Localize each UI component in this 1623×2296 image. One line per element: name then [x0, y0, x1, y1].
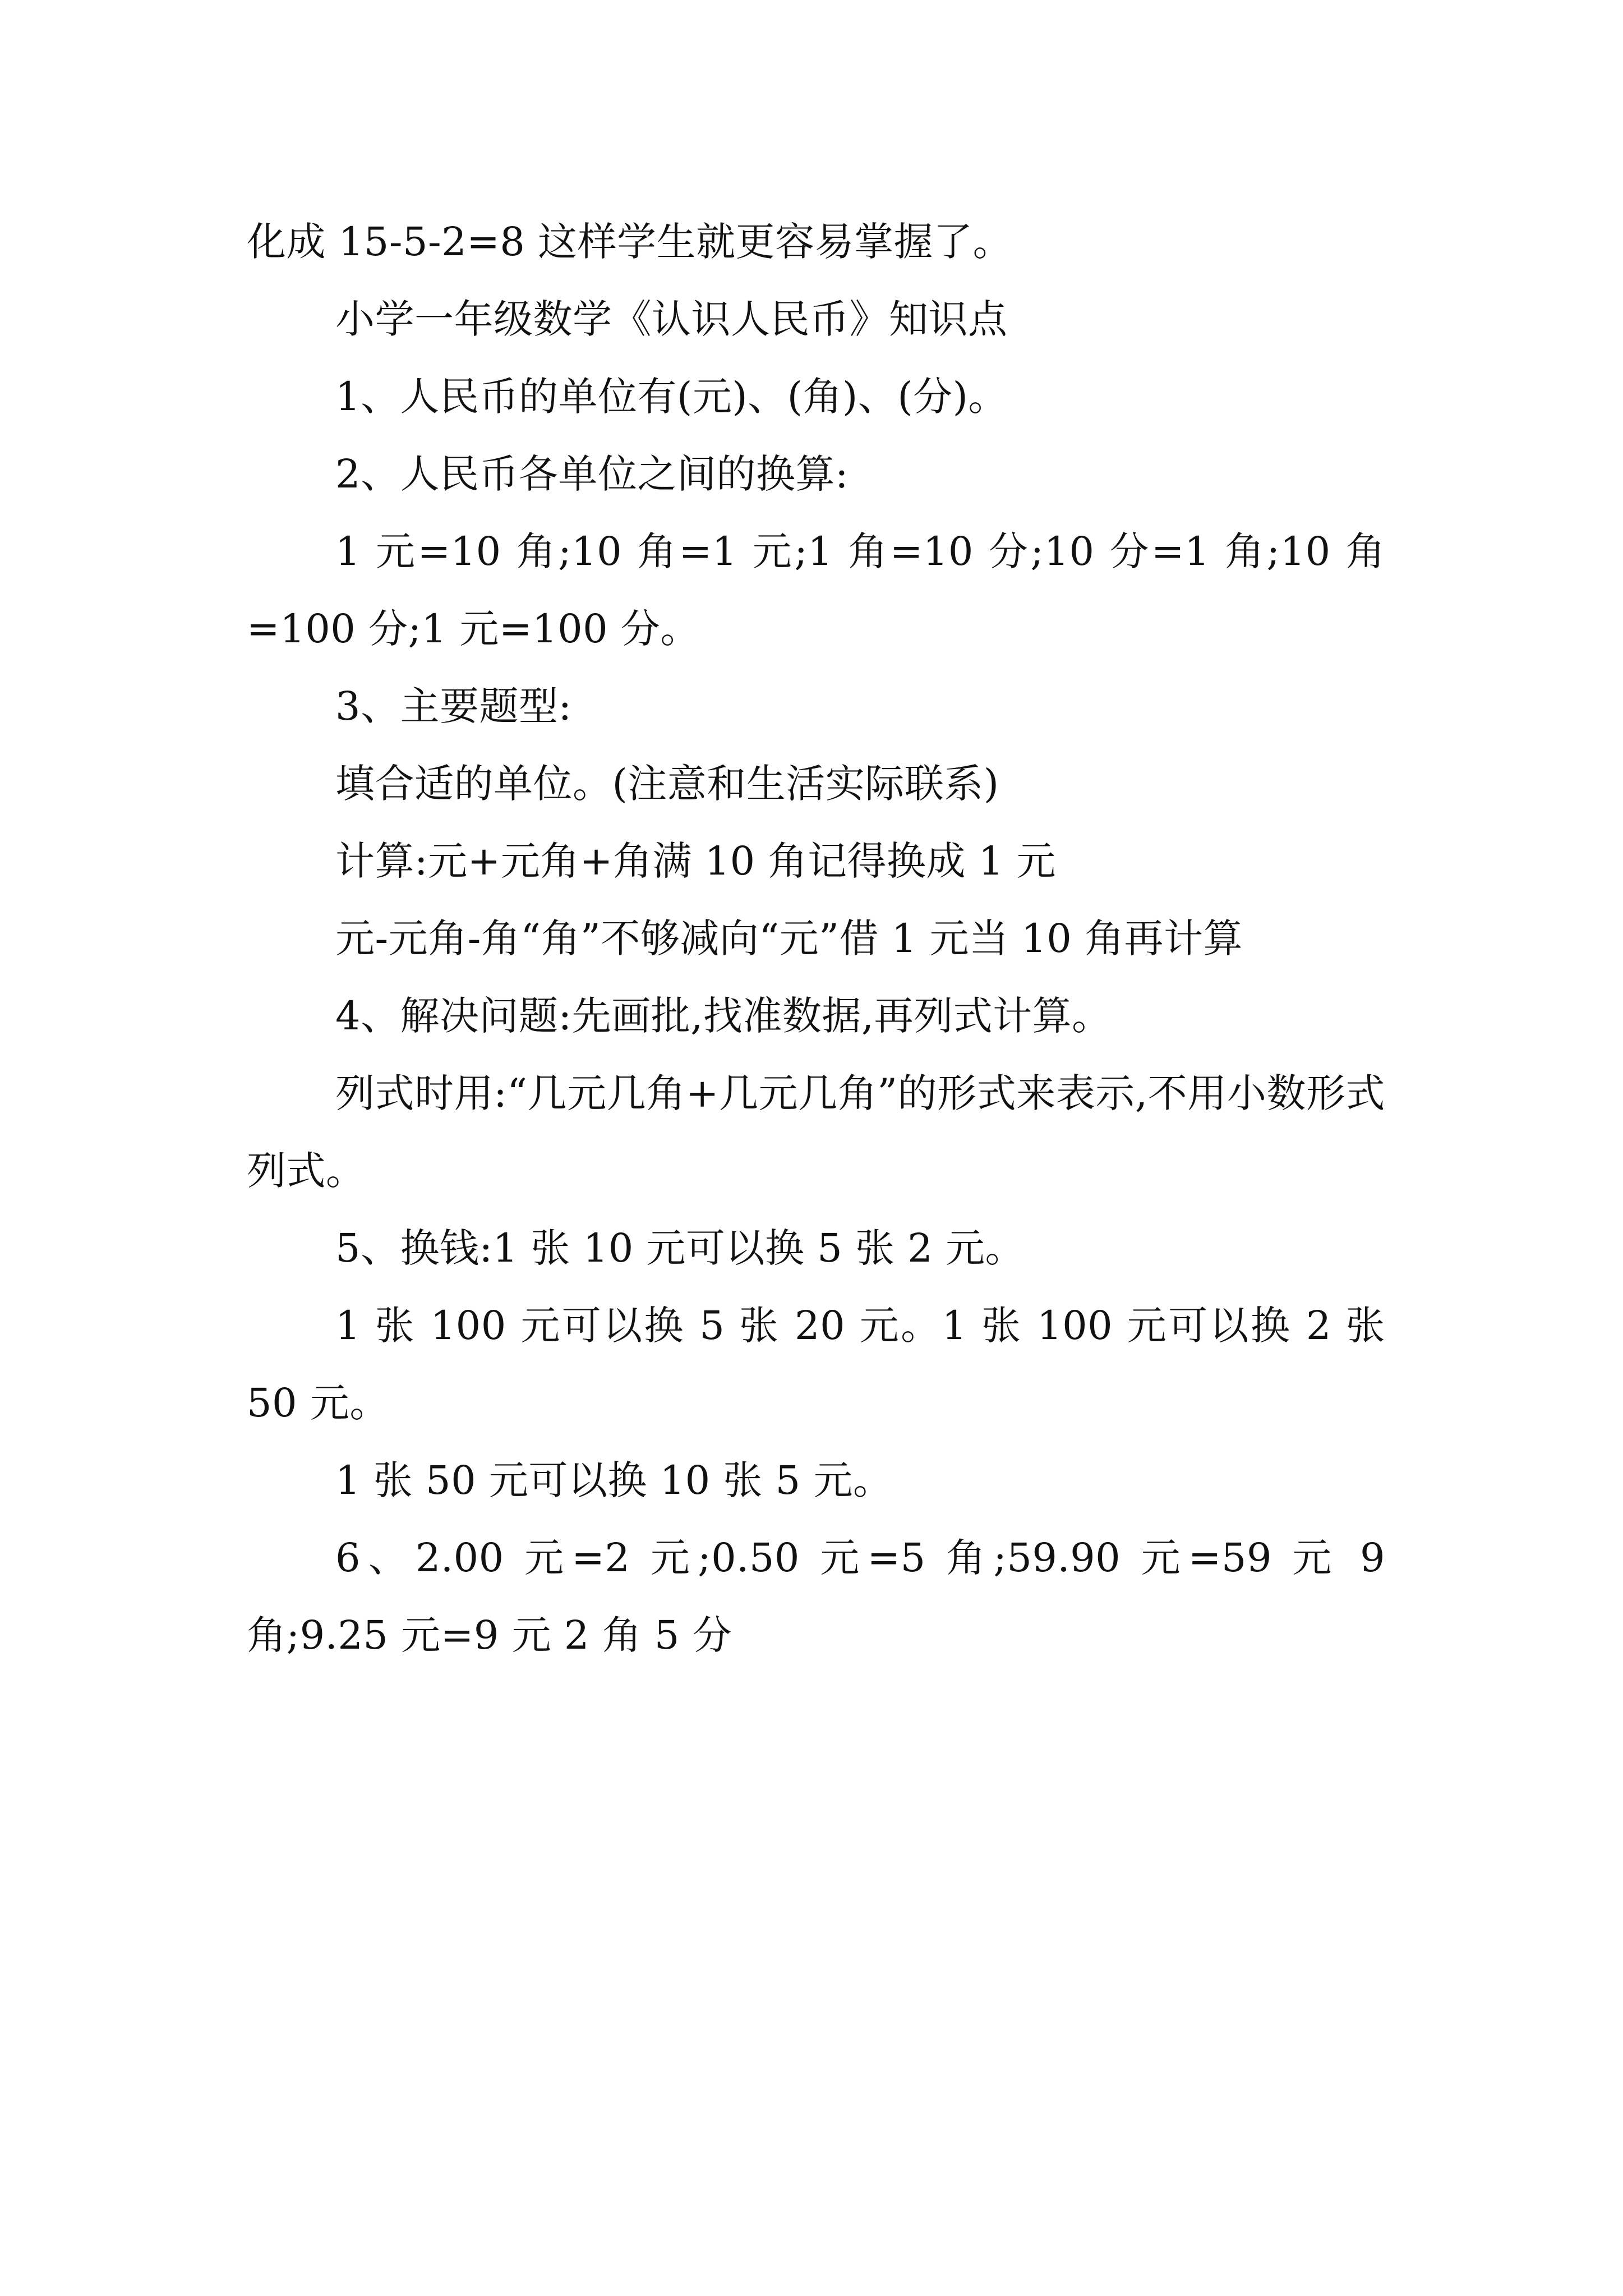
paragraph-exchange: 5、换钱:1 张 10 元可以换 5 张 2 元。	[335, 1225, 1025, 1271]
paragraph-problem-solving: 4、解决问题:先画批,找准数据,再列式计算。	[335, 993, 1112, 1039]
paragraph-continuation: 化成 15-5-2=8 这样学生就更容易掌握了。	[247, 219, 1013, 265]
paragraph-conversion-rules: 1 元=10 角;10 角=1 元;1 角=10 分;10 分=1 角;10 角=100 分;1 元=100 分。	[247, 528, 1385, 652]
paragraph-conversion-heading: 2、人民币各单位之间的换算:	[335, 451, 849, 497]
paragraph-addition: 计算:元+元角+角满 10 角记得换成 1 元	[335, 838, 1057, 884]
document-body	[247, 203, 1385, 1674]
section-heading: 小学一年级数学《认识人民币》知识点	[335, 296, 1008, 342]
paragraph-question-types: 3、主要题型:	[335, 683, 572, 729]
paragraph-expression-format: 列式时用:“几元几角+几元几角”的形式来表示,不用小数形式列式。	[247, 1070, 1385, 1194]
paragraph-decimal-conversion: 6、2.00 元=2 元;0.50 元=5 角;59.90 元=59 元 9 角;9.25 元=9 元 2 角 5 分	[247, 1535, 1385, 1658]
paragraph-exchange-100: 1 张 100 元可以换 5 张 20 元。1 张 100 元可以换 2 张 50 元。	[247, 1303, 1385, 1426]
paragraph-exchange-50: 1 张 50 元可以换 10 张 5 元。	[335, 1457, 893, 1503]
paragraph-subtraction: 元-元角-角“角”不够减向“元”借 1 元当 10 角再计算	[335, 915, 1243, 961]
paragraph-units: 1、人民币的单位有(元)、(角)、(分)。	[335, 374, 1008, 420]
paragraph-fill-units: 填合适的单位。(注意和生活实际联系)	[335, 761, 999, 807]
